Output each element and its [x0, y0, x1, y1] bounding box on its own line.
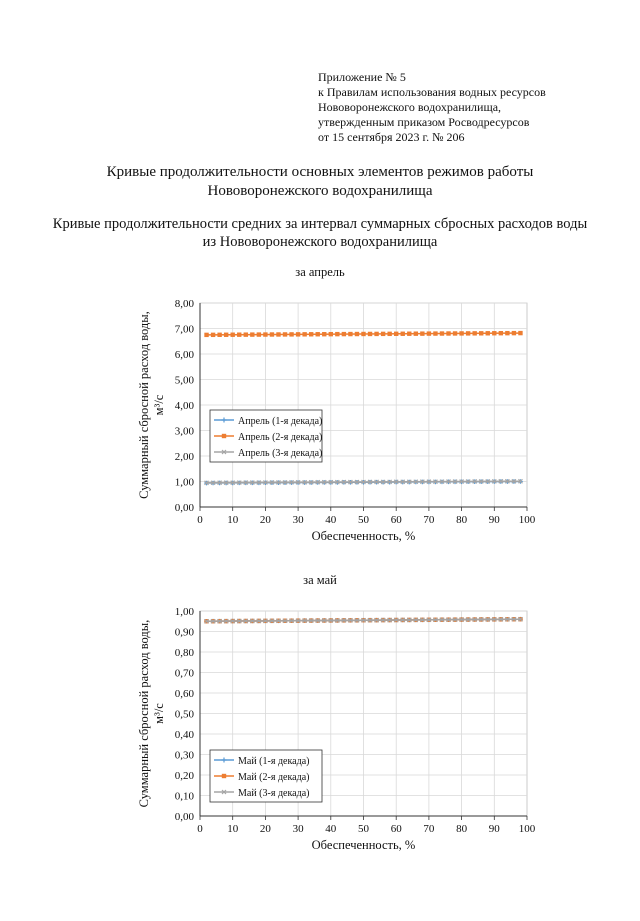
data-point	[296, 332, 300, 336]
legend-label: Май (2-я декада)	[238, 772, 310, 783]
data-point	[257, 332, 261, 336]
x-tick-label: 20	[259, 823, 271, 835]
x-axis-label: Обеспеченность, %	[311, 529, 416, 543]
x-tick-label: 50	[358, 823, 369, 835]
data-point	[427, 331, 431, 335]
chart-april	[0, 290, 640, 555]
section-title-line: из Нововоронежского водохранилища	[202, 234, 438, 250]
data-point	[459, 331, 463, 335]
data-point	[401, 332, 405, 336]
data-point	[381, 332, 385, 336]
y-tick-label: 0,20	[174, 770, 194, 782]
data-point	[394, 332, 398, 336]
data-point	[466, 331, 470, 335]
data-point	[499, 331, 503, 335]
data-point	[231, 333, 235, 337]
data-point	[335, 332, 339, 336]
y-tick-label: 0,60	[174, 688, 194, 700]
legend-label: Май (1-я декада)	[238, 756, 310, 767]
data-point	[250, 332, 254, 336]
chart-may-caption: за май	[303, 573, 337, 587]
data-point	[342, 332, 346, 336]
document-title	[0, 163, 640, 201]
data-point	[224, 333, 228, 337]
legend-swatch-marker	[222, 774, 226, 778]
data-point	[217, 333, 221, 337]
data-point	[472, 331, 476, 335]
appendix-block	[318, 70, 546, 145]
x-tick-label: 70	[423, 514, 435, 526]
y-axis-label-unit: м³/с	[152, 394, 166, 416]
data-point	[283, 332, 287, 336]
data-point	[414, 331, 418, 335]
y-tick-label: 8,00	[174, 298, 194, 310]
legend-label: Май (3-я декада)	[238, 788, 310, 799]
x-tick-label: 90	[488, 514, 500, 526]
x-tick-label: 20	[259, 514, 271, 526]
x-tick-label: 80	[456, 823, 468, 835]
y-tick-label: 0,00	[174, 502, 194, 514]
x-tick-label: 100	[518, 514, 536, 526]
x-tick-label: 10	[227, 823, 239, 835]
data-point	[446, 331, 450, 335]
y-tick-label: 0,70	[174, 667, 194, 680]
x-tick-label: 60	[390, 823, 402, 835]
data-point	[289, 332, 293, 336]
x-tick-label: 0	[197, 514, 203, 526]
document-title-line: Кривые продолжительности основных элементов режимов работы	[106, 164, 534, 180]
data-point	[309, 332, 313, 336]
data-point	[244, 332, 248, 336]
y-tick-label: 0,10	[174, 790, 194, 803]
x-tick-label: 60	[390, 514, 402, 526]
y-tick-label: 0,00	[174, 811, 194, 823]
x-tick-label: 90	[488, 823, 500, 835]
x-tick-label: 10	[227, 514, 239, 526]
data-point	[355, 332, 359, 336]
x-tick-label: 70	[423, 823, 435, 835]
data-point	[322, 332, 326, 336]
data-point	[518, 331, 522, 335]
y-tick-label: 1,00	[174, 606, 194, 618]
data-point	[348, 332, 352, 336]
data-point	[361, 332, 365, 336]
document-title-line: Нововоронежского водохранилища	[207, 183, 433, 199]
appendix-line: Нововоронежского водохранилища,	[318, 100, 502, 114]
data-point	[276, 332, 280, 336]
data-point	[512, 331, 516, 335]
y-tick-label: 4,00	[174, 400, 194, 412]
legend-label: Апрель (1-я декада)	[238, 416, 323, 427]
x-tick-label: 30	[292, 514, 304, 526]
data-point	[505, 331, 509, 335]
data-point	[492, 331, 496, 335]
x-axis-label: Обеспеченность, %	[311, 838, 416, 852]
legend-swatch-marker	[222, 434, 226, 438]
chart-april-caption: за апрель	[295, 265, 345, 279]
data-point	[237, 332, 241, 336]
data-point	[433, 331, 437, 335]
y-tick-label: 5,00	[174, 374, 194, 387]
section-title	[0, 215, 640, 251]
y-tick-label: 6,00	[174, 349, 194, 361]
section-title-line: Кривые продолжительности средних за интервал суммарных сбросных расходов воды	[52, 216, 588, 232]
data-point	[486, 331, 490, 335]
appendix-line: Приложение № 5	[318, 70, 406, 84]
data-point	[374, 332, 378, 336]
y-tick-label: 3,00	[174, 425, 194, 438]
data-point	[211, 333, 215, 337]
appendix-line: от 15 сентября 2023 г. № 206	[318, 130, 465, 144]
appendix-line: к Правилам использования водных ресурсов	[318, 85, 546, 99]
data-point	[420, 331, 424, 335]
x-tick-label: 40	[325, 823, 337, 835]
y-axis-label: Суммарный сбросной расход воды,	[137, 311, 151, 499]
data-point	[440, 331, 444, 335]
y-tick-label: 0,90	[174, 626, 194, 639]
x-tick-label: 40	[325, 514, 337, 526]
data-point	[368, 332, 372, 336]
x-tick-label: 0	[197, 823, 203, 835]
x-tick-label: 50	[358, 514, 369, 526]
y-tick-label: 0,80	[174, 647, 194, 659]
y-tick-label: 7,00	[174, 323, 194, 336]
y-tick-label: 0,40	[174, 729, 194, 741]
y-tick-label: 0,30	[174, 749, 194, 762]
legend-label: Апрель (3-я декада)	[238, 448, 323, 459]
data-point	[329, 332, 333, 336]
data-point	[407, 332, 411, 336]
x-tick-label: 100	[518, 823, 536, 835]
legend-label: Апрель (2-я декада)	[238, 432, 323, 443]
data-point	[270, 332, 274, 336]
data-point	[204, 333, 208, 337]
appendix-line: утвержденным приказом Росводресурсов	[318, 115, 530, 129]
data-point	[453, 331, 457, 335]
data-point	[263, 332, 267, 336]
data-point	[387, 332, 391, 336]
x-tick-label: 30	[292, 823, 304, 835]
chart-may	[0, 598, 640, 860]
x-tick-label: 80	[456, 514, 468, 526]
y-axis-label-unit: м³/с	[152, 703, 166, 724]
data-point	[316, 332, 320, 336]
data-point	[479, 331, 483, 335]
y-tick-label: 2,00	[174, 451, 194, 463]
y-tick-label: 1,00	[174, 476, 194, 489]
y-axis-label: Суммарный сбросной расход воды,	[137, 619, 151, 808]
data-point	[302, 332, 306, 336]
y-tick-label: 0,50	[174, 708, 194, 721]
